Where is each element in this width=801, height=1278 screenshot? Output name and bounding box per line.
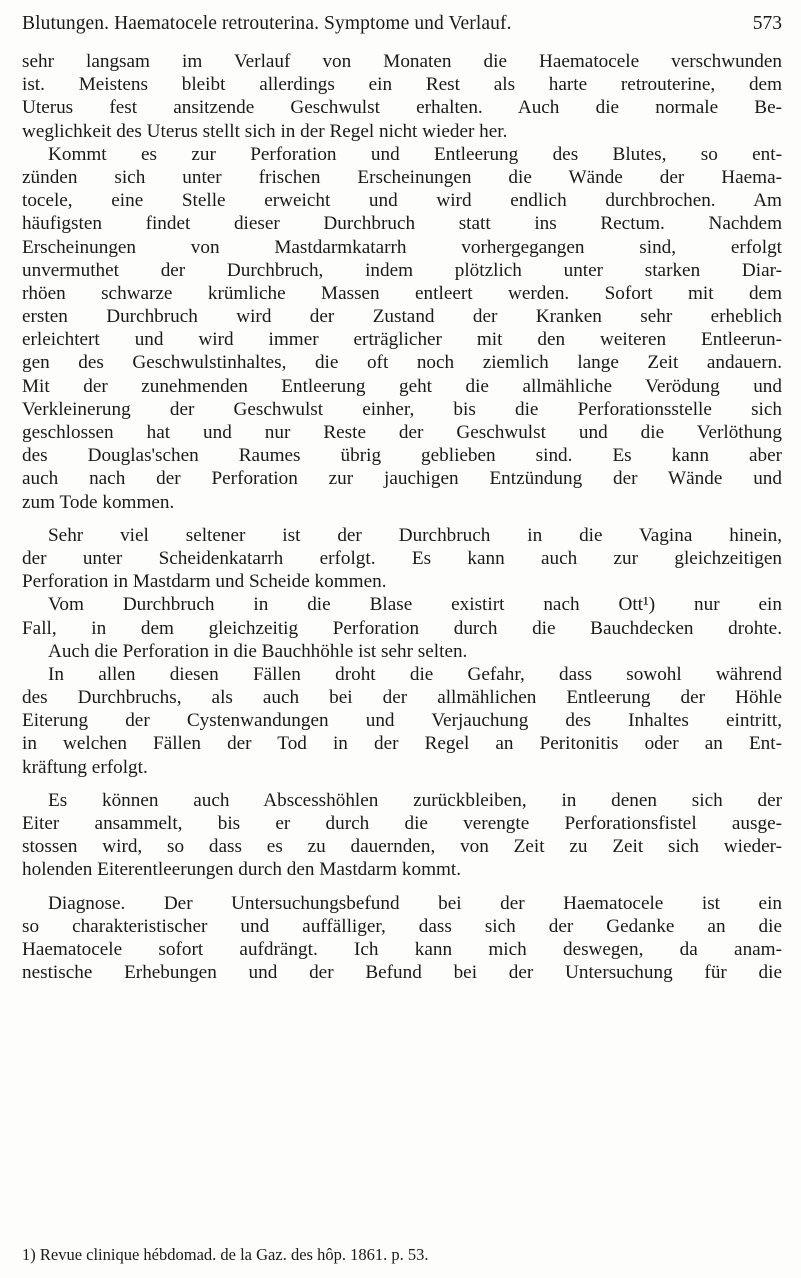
text-line: Es können auch Abscesshöhlen zurückbleiben, in denen sich der	[48, 789, 782, 811]
text-line: zum Tode kommen.	[22, 491, 175, 513]
text-line: nestische Erhebungen und der Befund bei der Untersuchung für die	[22, 962, 782, 984]
paragraph	[22, 892, 782, 985]
paragraph	[22, 640, 782, 663]
paragraph-gap	[22, 514, 782, 524]
page-number: 573	[752, 13, 782, 34]
paragraph-gap	[22, 779, 782, 789]
text-line: Sehr viel seltener ist der Durchbruch in die Vagina hinein,	[48, 524, 782, 546]
text-line: sehr langsam im Verlauf von Monaten die Haematocele verschwunden	[22, 51, 782, 72]
text-line: Mit der zunehmenden Entleerung geht die allmähliche Verödung und	[22, 375, 782, 397]
text-line: so charakteristischer und auffälliger, dass sich der Gedanke an die	[22, 915, 782, 937]
text-line: Vom Durchbruch in die Blase existirt nach Ott¹) nur ein	[48, 594, 782, 616]
text-line: holenden Eiterentleerungen durch den Mastdarm kommt.	[22, 859, 462, 881]
text-line: Perforation in Mastdarm und Scheide kommen.	[22, 571, 387, 593]
paragraph	[22, 789, 782, 882]
running-header	[22, 3, 782, 43]
text-line: Eiterung der Cystenwandungen und Verjauchung des Inhaltes eintritt,	[22, 710, 782, 732]
paragraph	[22, 663, 782, 779]
footnote: 1) Revue clinique hébdomad. de la Gaz. des hôp. 1861. p. 53.	[22, 1245, 429, 1264]
paragraph	[22, 524, 782, 594]
text-line: In allen diesen Fällen droht die Gefahr, dass sowohl während	[48, 663, 782, 685]
paragraph	[22, 143, 782, 514]
running-header-title: Blutungen. Haematocele retrouterina. Symptome und Verlauf.	[22, 13, 512, 34]
text-line: Haematocele sofort aufdrängt. Ich kann mich deswegen, da anam-	[22, 938, 782, 960]
text-line: Eiter ansammelt, bis er durch die verengte Perforationsfistel ausge-	[22, 813, 782, 834]
text-line: der unter Scheidenkatarrh erfolgt. Es kann auch zur gleichzeitigen	[22, 547, 782, 569]
text-line: zünden sich unter frischen Erscheinungen die Wände der Haema-	[22, 166, 782, 188]
text-line: ist. Meistens bleibt allerdings ein Rest als harte retrouterine, dem	[22, 74, 782, 96]
text-line: Uterus fest ansitzende Geschwulst erhalten. Auch die normale Be-	[22, 97, 782, 119]
text-line: unvermuthet der Durchbruch, indem plötzlich unter starken Diar-	[22, 259, 782, 281]
text-line: Auch die Perforation in die Bauchhöhle ist sehr selten.	[48, 640, 468, 662]
text-line: Fall, in dem gleichzeitig Perforation durch die Bauchdecken drohte.	[22, 617, 782, 639]
text-line: des Durchbruchs, als auch bei der allmählichen Entleerung der Höhle	[22, 687, 782, 709]
paragraph	[22, 50, 782, 143]
text-line: ersten Durchbruch wird der Zustand der Kranken sehr erheblich	[22, 306, 782, 328]
text-line: häufigsten findet dieser Durchbruch statt ins Rectum. Nachdem	[22, 213, 782, 235]
text-line: auch nach der Perforation zur jauchigen Entzündung der Wände und	[22, 468, 782, 490]
text-line: gen des Geschwulstinhaltes, die oft noch ziemlich lange Zeit andauern.	[22, 352, 782, 374]
text-line: Erscheinungen von Mastdarmkatarrh vorhergegangen sind, erfolgt	[22, 236, 782, 258]
text-line: tocele, eine Stelle erweicht und wird endlich durchbrochen. Am	[22, 190, 782, 212]
text-line: Diagnose. Der Untersuchungsbefund bei der Haematocele ist ein	[48, 892, 782, 914]
paragraph	[22, 593, 782, 639]
text-line: erleichtert und wird immer erträglicher mit den weiteren Entleerun-	[22, 329, 782, 351]
paragraph-gap	[22, 882, 782, 892]
text-line: stossen wird, so dass es zu dauernden, von Zeit zu Zeit sich wieder-	[22, 836, 782, 858]
text-line: des Douglas'schen Raumes übrig geblieben sind. Es kann aber	[22, 445, 782, 467]
text-line: Kommt es zur Perforation und Entleerung des Blutes, so ent-	[48, 143, 782, 165]
body-text	[22, 50, 782, 984]
text-line: kräftung erfolgt.	[22, 756, 148, 778]
text-line: weglichkeit des Uterus stellt sich in der Regel nicht wieder her.	[22, 120, 508, 142]
text-line: geschlossen hat und nur Reste der Geschwulst und die Verlöthung	[22, 422, 782, 443]
text-line: rhöen schwarze krümliche Massen entleert werden. Sofort mit dem	[22, 282, 782, 304]
text-line: Verkleinerung der Geschwulst einher, bis die Perforationsstelle sich	[22, 398, 782, 420]
text-line: in welchen Fällen der Tod in der Regel an Peritonitis oder an Ent-	[22, 733, 782, 755]
